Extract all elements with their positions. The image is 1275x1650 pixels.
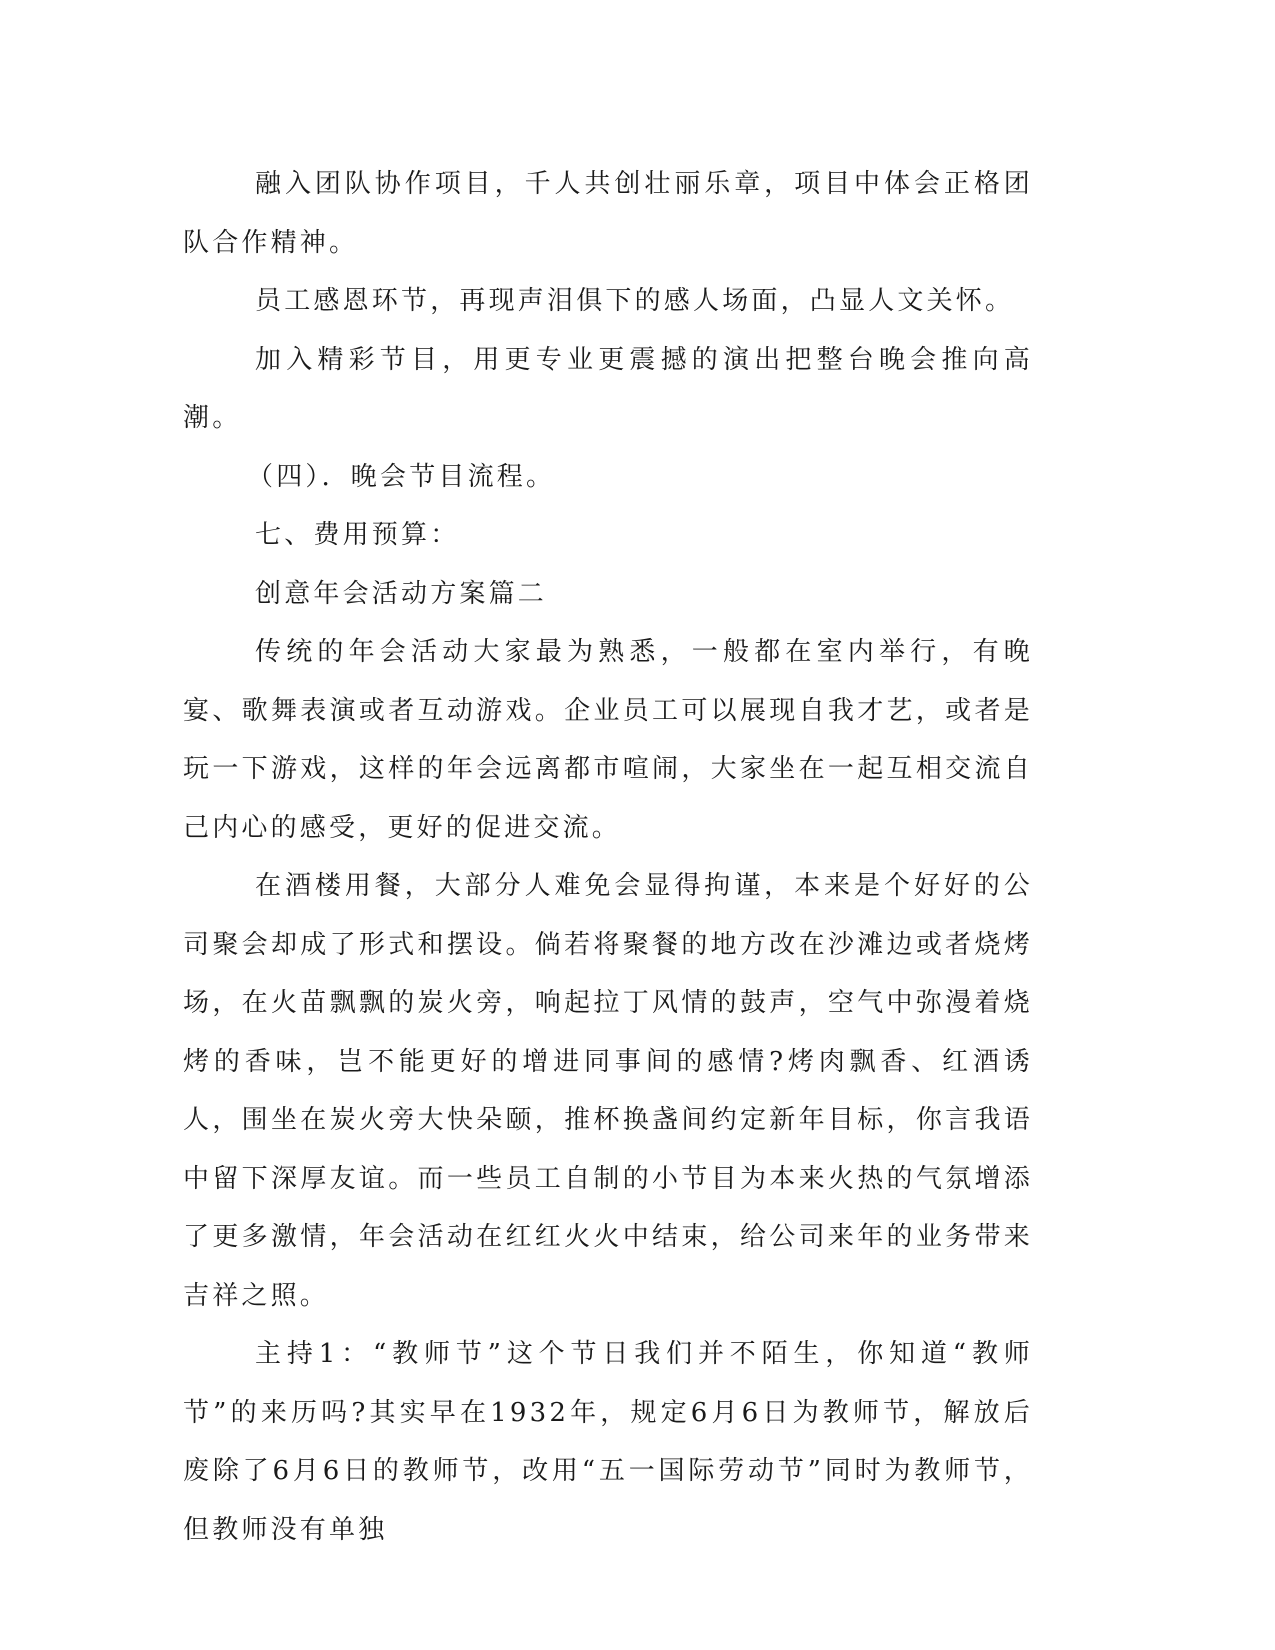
paragraph-traditional-party: 传统的年会活动大家最为熟悉，一般都在室内举行，有晚宴、歌舞表演或者互动游戏。企业员工可以展现自我才艺，或者是玩一下游戏，这样的年会远离都市喧闹，大家坐在一起互相交流自己内心的感受，更好的促进交流。 [183, 637, 1033, 843]
section-heading-plan-two: 创意年会活动方案篇二 [255, 578, 548, 609]
paragraph-team-project: 融入团队协作项目，千人共创壮丽乐章，项目中体会正格团队合作精神。 [183, 169, 1033, 258]
paragraph-gratitude: 员工感恩环节，再现声泪俱下的感人场面，凸显人文关怀。 [255, 286, 1015, 316]
section-heading-program-flow: （四）．晚会节目流程。 [247, 461, 556, 492]
paragraph-bbq-party: 在酒楼用餐，大部分人难免会显得拘谨，本来是个好好的公司聚会却成了形式和摆设。倘若将聚餐的地方改在沙滩边或者烧烤场，在火苗飘飘的炭火旁，响起拉丁风情的鼓声，空气中弥漫着烧烤的香味，岂不能更好的增进同事间的感情?烤肉飘香、红酒诱人，围坐在炭火旁大快朵颐，推杯换盏间约定新年目标，你言我语中留下深厚友谊。而一些员工自制的小节目为本来火热的气氛增添了更多激情，年会活动在红红火火中结束，给公司来年的业务带来吉祥之照。 [183, 871, 1033, 1311]
section-heading-budget: 七、费用预算： [255, 520, 460, 550]
paragraph-teachers-day: 主持1：“教师节”这个节日我们并不陌生，你知道“教师节”的来历吗?其实早在1932年，规定6月6日为教师节，解放后废除了6月6日的教师节，改用“五一国际劳动节”同时为教师节，但教师没有单独 [183, 1339, 1033, 1545]
document-page [183, 155, 1033, 1559]
paragraph-performance: 加入精彩节目，用更专业更震撼的演出把整台晚会推向高潮。 [183, 344, 1033, 433]
